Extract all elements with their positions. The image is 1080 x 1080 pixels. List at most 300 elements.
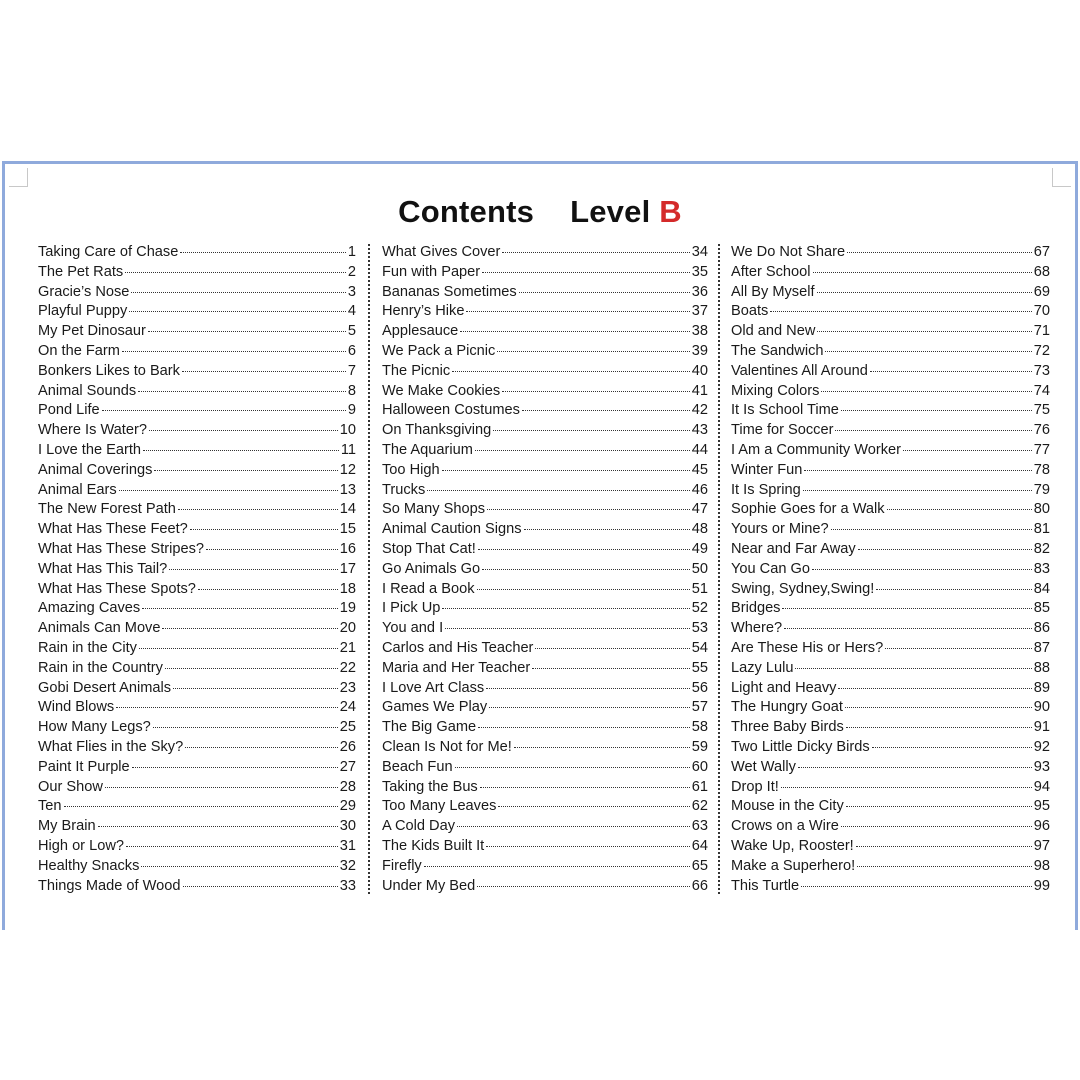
toc-entry-page-number: 2 [347,263,356,280]
toc-entry [38,680,356,700]
toc-entry-title: Go Animals Go [382,560,481,577]
toc-entry [731,600,1050,620]
toc-entry-title: The Picnic [382,362,451,379]
toc-entry-page-number: 93 [1033,758,1050,775]
toc-entry [382,343,708,363]
toc-entry [38,343,356,363]
dot-leader [173,688,338,689]
level-label: Level [570,194,651,229]
dot-leader [770,311,1031,312]
toc-entry-page-number: 61 [691,778,708,795]
toc-entry-title: The Sandwich [731,342,824,359]
toc-entry-page-number: 33 [339,877,356,894]
toc-entry [382,284,708,304]
toc-entry [382,581,708,601]
level-letter: B [659,194,682,229]
toc-entry [731,343,1050,363]
toc-entry-page-number: 47 [691,501,708,518]
toc-entry [38,858,356,878]
toc-entry-page-number: 12 [339,461,356,478]
toc-entry [731,422,1050,442]
toc-entry-page-number: 81 [1033,521,1050,538]
toc-entry-page-number: 4 [347,303,356,320]
toc-entry-title: The New Forest Path [38,501,176,518]
toc-entry-title: Near and Far Away [731,540,856,557]
toc-entry-page-number: 94 [1033,778,1050,795]
dot-leader [119,490,338,491]
toc-entry [731,680,1050,700]
toc-entry-page-number: 9 [347,402,356,419]
toc-entry [38,244,356,264]
toc-entry-page-number: 46 [691,481,708,498]
toc-entry-title: All By Myself [731,283,815,300]
toc-entry-title: Animal Ears [38,481,117,498]
dot-leader [856,846,1032,847]
toc-entry-title: Bananas Sometimes [382,283,517,300]
dot-leader [142,608,338,609]
dot-leader [482,569,690,570]
toc-entry-title: We Make Cookies [382,382,501,399]
toc-entry [382,660,708,680]
toc-entry-title: Swing, Sydney,Swing! [731,580,875,597]
dot-leader [522,410,690,411]
toc-entry-page-number: 58 [691,719,708,736]
toc-entry [382,798,708,818]
toc-entry-page-number: 31 [339,837,356,854]
toc-entry-title: Amazing Caves [38,600,141,617]
toc-entry [731,759,1050,779]
dot-leader [455,767,690,768]
toc-entry [38,462,356,482]
toc-entry [731,818,1050,838]
toc-entry [38,759,356,779]
toc-entry [382,383,708,403]
column-divider [718,244,720,894]
toc-entry-page-number: 11 [340,441,356,458]
toc-entry-page-number: 43 [691,422,708,439]
toc-entry-page-number: 85 [1033,600,1050,617]
dot-leader [122,351,346,352]
toc-entry [38,838,356,858]
dot-leader [870,371,1032,372]
toc-entry [382,303,708,323]
contents-column-1 [38,244,356,897]
toc-entry [38,798,356,818]
dot-leader [903,450,1032,451]
toc-entry [382,779,708,799]
dot-leader [442,608,689,609]
dot-leader [858,549,1032,550]
toc-entry-page-number: 27 [339,758,356,775]
toc-entry-page-number: 1 [347,244,356,260]
toc-entry-title: Make a Superhero! [731,857,856,874]
toc-entry-page-number: 54 [691,639,708,656]
toc-entry [382,640,708,660]
dot-leader [460,331,689,332]
dot-leader [477,886,689,887]
toc-entry-title: We Pack a Picnic [382,342,496,359]
toc-entry-title: What Gives Cover [382,244,501,260]
toc-entry [382,561,708,581]
toc-entry-page-number: 22 [339,659,356,676]
dot-leader [475,450,690,451]
toc-entry-page-number: 82 [1033,540,1050,557]
toc-entry-title: How Many Legs? [38,719,151,736]
toc-entry-page-number: 84 [1033,580,1050,597]
dot-leader [524,529,690,530]
toc-entry-title: The Kids Built It [382,837,485,854]
toc-entry [38,363,356,383]
toc-entry [731,838,1050,858]
dot-leader [876,589,1031,590]
dot-leader [162,628,337,629]
toc-entry [38,284,356,304]
dot-leader [489,707,690,708]
toc-entry-title: My Pet Dinosaur [38,323,146,340]
toc-entry-page-number: 34 [691,244,708,260]
toc-entry-page-number: 35 [691,263,708,280]
toc-entry [38,303,356,323]
toc-entry [731,363,1050,383]
toc-entry-title: Stop That Cat! [382,540,476,557]
toc-entry [382,818,708,838]
toc-entry [731,858,1050,878]
toc-entry [38,581,356,601]
toc-entry-title: Carlos and His Teacher [382,639,534,656]
toc-entry [38,323,356,343]
toc-entry-page-number: 53 [691,620,708,637]
toc-entry-title: This Turtle [731,877,800,894]
toc-entry [382,363,708,383]
contents-column-2 [382,244,708,897]
toc-entry [38,640,356,660]
toc-entry-page-number: 52 [691,600,708,617]
toc-entry [38,561,356,581]
toc-entry-title: Playful Puppy [38,303,128,320]
toc-entry [382,244,708,264]
toc-entry-title: Old and New [731,323,816,340]
toc-entry [382,422,708,442]
toc-entry-page-number: 39 [691,342,708,359]
toc-entry-title: Rain in the Country [38,659,163,676]
toc-entry [731,244,1050,264]
toc-entry-title: I Pick Up [382,600,441,617]
title-text: Contents [398,194,535,229]
toc-entry-page-number: 10 [339,422,356,439]
toc-entry [731,402,1050,422]
toc-entry [731,323,1050,343]
dot-leader [841,410,1032,411]
toc-entry-page-number: 88 [1033,659,1050,676]
toc-entry-title: So Many Shops [382,501,486,518]
toc-entry [382,878,708,898]
toc-entry [731,739,1050,759]
toc-entry [382,739,708,759]
dot-leader [502,252,689,253]
toc-entry-page-number: 70 [1033,303,1050,320]
toc-entry-title: Wet Wally [731,758,796,775]
toc-entry-page-number: 44 [691,441,708,458]
dot-leader [457,826,690,827]
toc-entry-title: Animal Caution Signs [382,521,522,538]
toc-entry-page-number: 24 [339,699,356,716]
toc-entry-page-number: 42 [691,402,708,419]
toc-entry [731,581,1050,601]
toc-entry-title: I Read a Book [382,580,475,597]
toc-entry-page-number: 96 [1033,818,1050,835]
dot-leader [795,668,1031,669]
toc-entry-page-number: 25 [339,719,356,736]
dot-leader [841,826,1032,827]
toc-entry-page-number: 50 [691,560,708,577]
toc-entry-title: Sophie Goes for a Walk [731,501,885,518]
toc-entry-page-number: 21 [339,639,356,656]
toc-entry-page-number: 66 [691,877,708,894]
dot-leader [105,787,338,788]
dot-leader [143,450,339,451]
toc-entry-title: Games We Play [382,699,488,716]
toc-entry-title: Gobi Desert Animals [38,679,172,696]
toc-entry-page-number: 3 [347,283,356,300]
toc-entry [731,264,1050,284]
margin-corner-mark [9,168,28,187]
toc-entry-title: Animal Sounds [38,382,137,399]
toc-entry-page-number: 78 [1033,461,1050,478]
toc-entry-page-number: 7 [347,362,356,379]
toc-entry-title: Bridges [731,600,781,617]
toc-entry [731,620,1050,640]
toc-entry [731,561,1050,581]
toc-entry-title: Henry’s Hike [382,303,465,320]
toc-entry-page-number: 13 [339,481,356,498]
dot-leader [149,430,338,431]
toc-entry-title: Our Show [38,778,103,795]
toc-entry [731,640,1050,660]
toc-entry-title: It Is Spring [731,481,801,498]
toc-entry-page-number: 17 [339,560,356,577]
toc-entry-page-number: 95 [1033,798,1050,815]
dot-leader [198,589,338,590]
dot-leader [477,589,690,590]
toc-entry [731,779,1050,799]
toc-entry-page-number: 26 [339,738,356,755]
toc-entry-page-number: 75 [1033,402,1050,419]
dot-leader [182,371,346,372]
toc-entry-page-number: 80 [1033,501,1050,518]
dot-leader [486,846,690,847]
dot-leader [502,391,690,392]
toc-entry-page-number: 77 [1033,441,1050,458]
toc-entry [731,521,1050,541]
toc-entry-page-number: 90 [1033,699,1050,716]
toc-entry [38,402,356,422]
toc-entry-title: What Has These Spots? [38,580,196,597]
dot-leader [138,391,346,392]
dot-leader [64,806,338,807]
column-divider [368,244,370,894]
toc-entry [731,878,1050,898]
toc-entry [38,600,356,620]
toc-entry-title: Lazy Lulu [731,659,794,676]
dot-leader [497,351,689,352]
dot-leader [781,787,1032,788]
dot-leader [825,351,1031,352]
dot-leader [847,252,1032,253]
toc-entry [38,739,356,759]
toc-entry-title: I Am a Community Worker [731,441,902,458]
toc-entry-page-number: 74 [1033,382,1050,399]
dot-leader [846,727,1032,728]
toc-entry [731,541,1050,561]
dot-leader [153,727,338,728]
dot-leader [131,292,345,293]
toc-entry [382,838,708,858]
toc-entry-page-number: 6 [347,342,356,359]
toc-entry-title: My Brain [38,818,96,835]
toc-entry-title: What Flies in the Sky? [38,738,184,755]
toc-entry-title: Beach Fun [382,758,453,775]
toc-entry [382,482,708,502]
toc-entry-title: A Cold Day [382,818,456,835]
toc-entry [731,719,1050,739]
dot-leader [141,866,337,867]
toc-entry-title: Animals Can Move [38,620,161,637]
dot-leader [498,806,689,807]
toc-entry-page-number: 91 [1033,719,1050,736]
toc-entry-title: Fun with Paper [382,263,481,280]
toc-entry-title: Firefly [382,857,422,874]
toc-entry-page-number: 19 [339,600,356,617]
dot-leader [804,470,1031,471]
toc-entry-title: Two Little Dicky Birds [731,738,870,755]
toc-entry-title: The Hungry Goat [731,699,843,716]
toc-entry-page-number: 62 [691,798,708,815]
dot-leader [478,727,690,728]
dot-leader [857,866,1032,867]
toc-entry-title: The Pet Rats [38,263,124,280]
dot-leader [154,470,337,471]
toc-entry-title: Applesauce [382,323,459,340]
dot-leader [126,846,338,847]
toc-entry [382,541,708,561]
toc-entry-page-number: 99 [1033,877,1050,894]
toc-entry-title: The Aquarium [382,441,473,458]
toc-entry-page-number: 48 [691,521,708,538]
toc-entry-title: Maria and Her Teacher [382,659,531,676]
dot-leader [445,628,690,629]
dot-leader [519,292,690,293]
toc-entry [731,462,1050,482]
toc-entry-title: Pond Life [38,402,100,419]
dot-leader [885,648,1032,649]
dot-leader [480,787,690,788]
toc-entry-page-number: 86 [1033,620,1050,637]
dot-leader [180,252,346,253]
toc-entry [38,620,356,640]
dot-leader [102,410,346,411]
dot-leader [846,806,1032,807]
toc-entry [38,442,356,462]
margin-corner-mark [1052,168,1071,187]
dot-leader [821,391,1031,392]
toc-entry-page-number: 14 [339,501,356,518]
toc-entry-page-number: 29 [339,798,356,815]
dot-leader [782,608,1031,609]
toc-entry-title: Where Is Water? [38,422,147,439]
toc-entry-title: Light and Heavy [731,679,837,696]
dot-leader [190,529,338,530]
contents-column-3 [731,244,1050,897]
toc-entry-page-number: 49 [691,540,708,557]
toc-entry-title: Mouse in the City [731,798,844,815]
toc-entry-title: Valentines All Around [731,362,868,379]
toc-entry-title: Bonkers Likes to Bark [38,362,180,379]
toc-entry-page-number: 30 [339,818,356,835]
toc-entry-title: Healthy Snacks [38,857,140,874]
toc-entry-title: Winter Fun [731,461,803,478]
toc-entry [731,798,1050,818]
document-page [2,161,1078,930]
toc-entry-title: Trucks [382,481,426,498]
toc-entry-title: We Do Not Share [731,244,846,260]
toc-entry [38,779,356,799]
toc-entry [382,264,708,284]
toc-entry-page-number: 76 [1033,422,1050,439]
toc-entry-page-number: 15 [339,521,356,538]
toc-entry [731,284,1050,304]
toc-entry [731,303,1050,323]
toc-entry [382,323,708,343]
toc-entry-page-number: 68 [1033,263,1050,280]
dot-leader [845,707,1032,708]
toc-entry-title: What Has This Tail? [38,560,168,577]
toc-entry-title: Yours or Mine? [731,521,829,538]
toc-entry-page-number: 55 [691,659,708,676]
toc-entry-title: Three Baby Birds [731,719,844,736]
toc-entry-title: Drop It! [731,778,779,795]
toc-entry [38,383,356,403]
toc-entry [382,759,708,779]
toc-entry [382,521,708,541]
toc-entry-title: On the Farm [38,342,120,359]
toc-entry-title: I Love Art Class [382,679,485,696]
dot-leader [169,569,338,570]
dot-leader [185,747,338,748]
dot-leader [116,707,338,708]
toc-entry-page-number: 87 [1033,639,1050,656]
toc-entry [382,600,708,620]
toc-entry [38,818,356,838]
dot-leader [206,549,338,550]
toc-entry [382,442,708,462]
dot-leader [532,668,690,669]
toc-entry-title: What Has These Feet? [38,521,188,538]
toc-entry-page-number: 83 [1033,560,1050,577]
toc-entry-page-number: 65 [691,857,708,874]
toc-entry [731,442,1050,462]
dot-leader [801,886,1032,887]
toc-entry-title: On Thanksgiving [382,422,492,439]
dot-leader [838,688,1031,689]
toc-entry-page-number: 92 [1033,738,1050,755]
dot-leader [831,529,1032,530]
toc-entry-title: Crows on a Wire [731,818,839,835]
toc-entry-title: Wind Blows [38,699,115,716]
toc-entry-title: Paint It Purple [38,758,130,775]
toc-entry-title: Taking the Bus [382,778,478,795]
dot-leader [424,866,690,867]
toc-entry-page-number: 40 [691,362,708,379]
